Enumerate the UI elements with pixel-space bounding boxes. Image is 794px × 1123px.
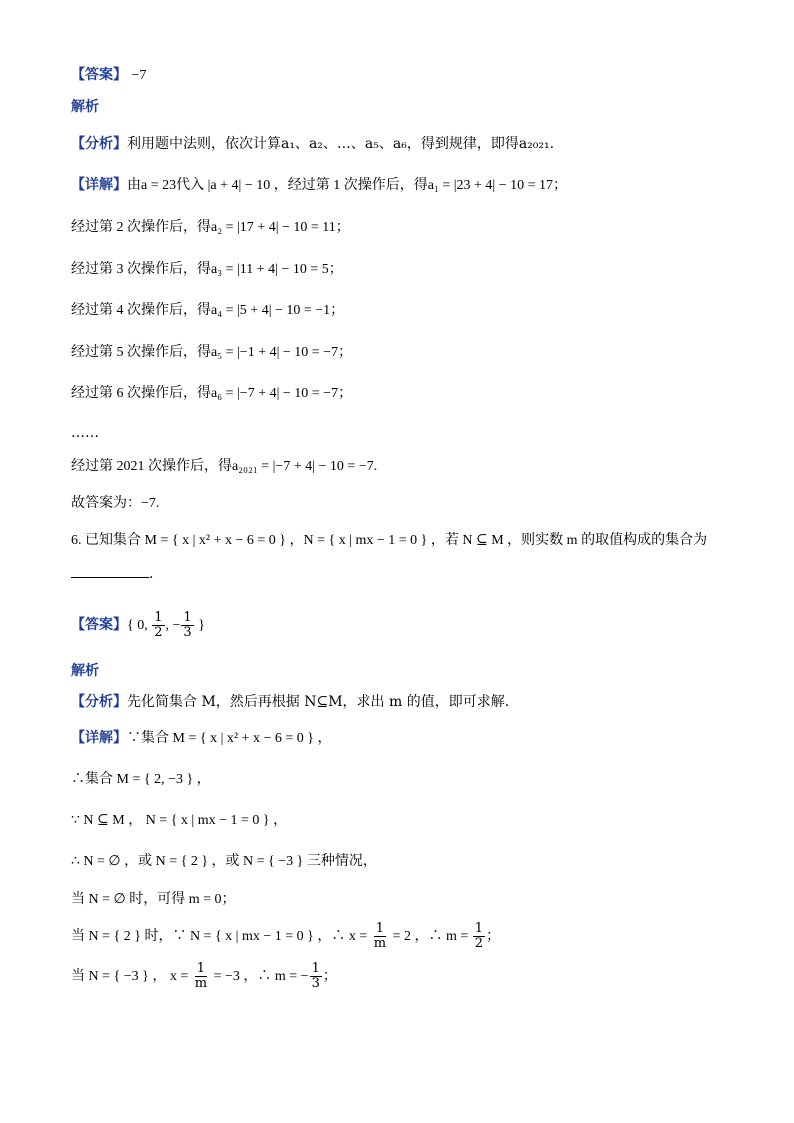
answer-value: −7 [131, 68, 147, 83]
detail-tag: 【详解】 [71, 730, 127, 746]
analysis-tag: 解析 [71, 99, 99, 115]
answer-line [71, 65, 146, 86]
step-text: 经过第 2021 次操作后，得a₂₀₂₁ = |−7 + 4| − 10 = −7. [71, 459, 378, 474]
step-case-neg3 [71, 960, 337, 993]
fraction-numerator: 1 [196, 960, 206, 976]
answer-set-separator: , − [165, 618, 181, 633]
ellipsis-line [71, 423, 99, 443]
fraction-numerator: 1 [154, 609, 163, 625]
step-text-end: ； [322, 969, 337, 984]
fraction-half [152, 611, 164, 640]
step-text: 经过第 5 次操作后，得a₅ = |−1 + 4| − 10 = −7； [71, 345, 353, 360]
summary-tag: 【分析】 [71, 694, 127, 710]
fraction-half [473, 922, 485, 951]
step-subset [71, 810, 287, 831]
step-text-mid: = 2 ，∴ m = [389, 929, 472, 944]
fraction-denominator: 2 [474, 935, 484, 951]
step-line-4 [71, 300, 344, 321]
step-line-6 [71, 383, 352, 404]
step-text: 当 N = { −3 } ， x = [71, 969, 192, 984]
answer-tag: 【答案】 [71, 617, 127, 633]
detail-tag: 【详解】 [71, 177, 127, 193]
step-text: 经过第 6 次操作后，得a₆ = |−7 + 4| − 10 = −7； [71, 386, 353, 401]
step-line-3 [71, 259, 343, 280]
fraction-one-over-m [193, 962, 209, 991]
fraction-one-over-m [372, 922, 388, 951]
fraction-denominator: 3 [183, 624, 192, 640]
summary-text: 先化简集合 M，然后再根据 N⊆M，求出 m 的值，即可求解. [127, 694, 510, 710]
fraction-denominator: 3 [311, 975, 320, 991]
step-text: 经过第 2 次操作后，得a₂ = |17 + 4| − 10 = 11； [71, 220, 350, 235]
step-text-end: ； [486, 929, 501, 944]
step-case-empty [71, 889, 236, 910]
fraction-denominator: m [373, 935, 387, 951]
blank-period: . [149, 566, 154, 582]
step-text: 经过第 3 次操作后，得a₃ = |11 + 4| − 10 = 5； [71, 262, 343, 277]
analysis-heading [71, 97, 99, 117]
step-case-2 [71, 920, 500, 953]
step-text: ∵ N ⊆ M ， N = { x | mx − 1 = 0 } ， [71, 813, 288, 828]
fraction-third [181, 611, 193, 640]
ellipsis-text: …… [71, 425, 99, 441]
answer-line-2 [71, 610, 205, 641]
step-text: ∴集合 M = { 2, −3 } ， [71, 772, 211, 787]
step-line-5 [71, 342, 352, 363]
fraction-numerator: 1 [474, 920, 484, 936]
analysis-tag: 解析 [71, 663, 99, 679]
answer-set-open: { 0, [127, 618, 152, 633]
step-line-2021 [71, 456, 377, 477]
question-6-blank-line [71, 563, 153, 584]
step-text: 当 N = { 2 } 时，∵ N = { x | mx − 1 = 0 } ，∴ x = [71, 929, 371, 944]
step-text: ∴ N = ∅ ，或 N = { 2 } ，或 N = { −3 } 三种情况， [71, 854, 377, 869]
step-text-mid: = −3 ，∴ m = − [210, 969, 309, 984]
step-set-m [71, 769, 211, 790]
detail-text: ∵集合 M = { x | x² + x − 6 = 0 } ， [127, 731, 332, 746]
analysis-summary-2 [71, 692, 509, 712]
summary-tag: 【分析】 [71, 136, 127, 152]
detail-line-2 [71, 728, 331, 749]
analysis-summary [71, 134, 554, 154]
fraction-numerator: 1 [375, 920, 385, 936]
step-line-2 [71, 217, 350, 238]
fraction-third [310, 962, 322, 991]
conclusion-line [71, 493, 159, 514]
detail-text: 由a = 23代入 |a + 4| − 10 ，经过第 1 次操作后，得a₁ = |23 + 4| − 10 = 17； [127, 178, 568, 193]
answer-set-close: } [194, 618, 205, 633]
step-text: 经过第 4 次操作后，得a₄ = |5 + 4| − 10 = −1； [71, 303, 345, 318]
question-text: 6. 已知集合 M = { x | x² + x − 6 = 0 } ，N = { x | mx − 1 = 0 } ，若 N ⊆ M ，则实数 m 的取值构成的集合为 [71, 533, 708, 548]
analysis-heading-2 [71, 661, 99, 681]
fraction-numerator: 1 [183, 609, 192, 625]
step-cases [71, 851, 377, 872]
question-6 [71, 530, 707, 551]
fraction-denominator: m [194, 975, 208, 991]
answer-blank [71, 563, 149, 578]
conclusion-text: 故答案为：−7. [71, 496, 160, 511]
fraction-numerator: 1 [311, 960, 320, 976]
detail-line-1 [71, 175, 567, 196]
step-text: 当 N = ∅ 时，可得 m = 0； [71, 892, 236, 907]
answer-tag: 【答案】 [71, 67, 127, 83]
fraction-denominator: 2 [154, 624, 163, 640]
summary-text: 利用题中法则，依次计算a₁、a₂、…、a₅、a₆，得到规律，即得a₂₀₂₁. [127, 136, 555, 152]
